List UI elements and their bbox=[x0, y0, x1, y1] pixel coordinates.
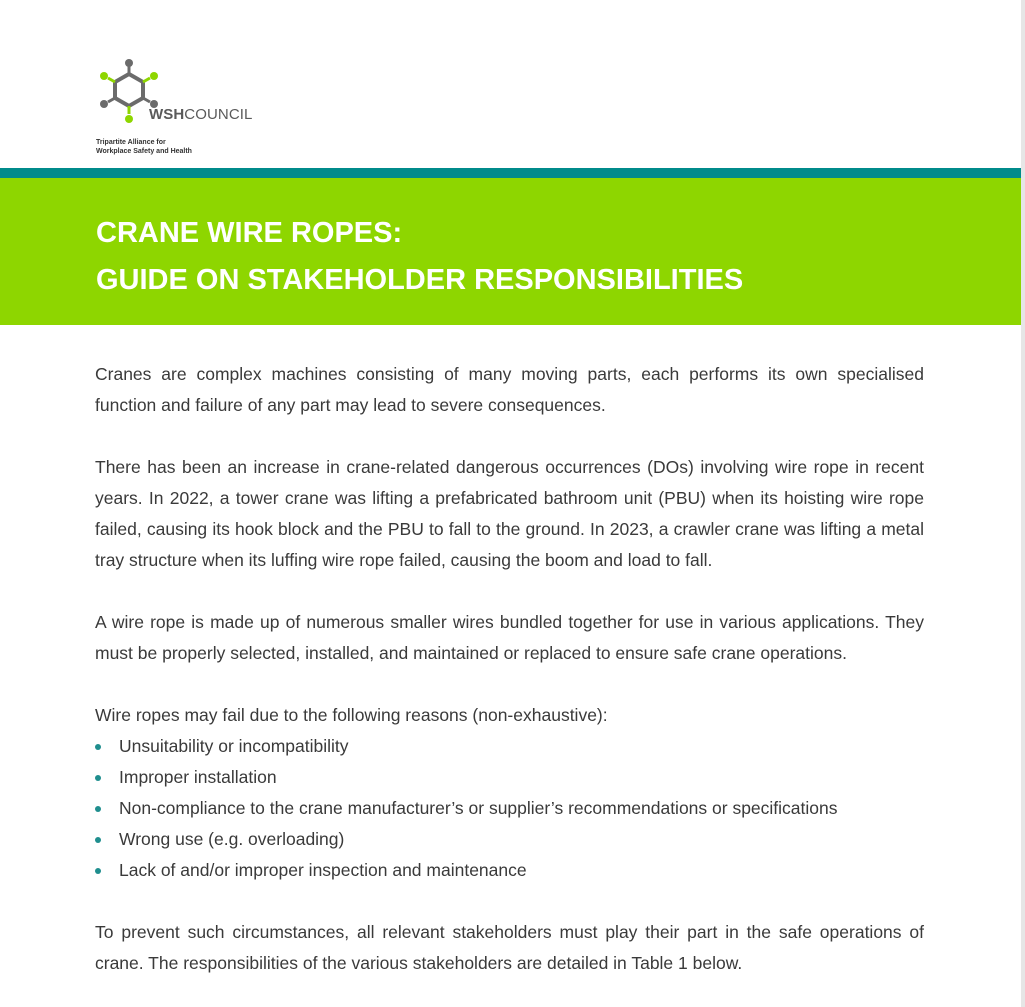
header-accent-bar bbox=[0, 168, 1021, 178]
paragraph-wire-rope: A wire rope is made up of numerous smaller wires bundled together for use in various applications. They must be properly selected, installed, and maintained or replaced to ensure safe crane operations. bbox=[95, 612, 924, 663]
document-body bbox=[95, 359, 924, 979]
list-item: Wrong use (e.g. overloading) bbox=[95, 824, 924, 855]
page-title-line2: GUIDE ON STAKEHOLDER RESPONSIBILITIES bbox=[96, 264, 744, 296]
logo-wordmark bbox=[149, 106, 253, 123]
paragraph-incidents: There has been an increase in crane-related dangerous occurrences (DOs) involving wire rope in recent years. In 2022, a tower crane was lifting a prefabricated bathroom unit (PBU) when its hoisting wire rope failed, causing its hook block and the PBU to fall to the ground. In 2023, a crawler crane was lifting a metal tray structure when its luffing wire rope failed, causing the boom and load to fall. bbox=[95, 457, 924, 570]
list-item: Lack of and/or improper inspection and maintenance bbox=[95, 855, 924, 886]
logo-wordmark-regular: COUNCIL bbox=[184, 106, 253, 123]
paragraph-stakeholders: To prevent such circumstances, all relevant stakeholders must play their part in the safe operations of crane. The responsibilities of the various stakeholders are detailed in Table 1 below. bbox=[95, 922, 924, 973]
wsh-council-logo bbox=[94, 58, 294, 168]
list-item: Non-compliance to the crane manufacturer’s or supplier’s recommendations or specifications bbox=[95, 793, 924, 824]
list-item: Improper installation bbox=[95, 762, 924, 793]
list-intro: Wire ropes may fail due to the following reasons (non-exhaustive): bbox=[95, 705, 608, 725]
failure-reasons-list bbox=[95, 731, 924, 886]
paragraph-intro: Cranes are complex machines consisting of many moving parts, each performs its own specialised function and failure of any part may lead to severe consequences. bbox=[95, 364, 924, 415]
logo-tagline bbox=[96, 138, 192, 156]
page-title bbox=[96, 210, 743, 304]
list-item: Unsuitability or incompatibility bbox=[95, 731, 924, 762]
logo-tagline-line1: Tripartite Alliance for bbox=[96, 139, 166, 146]
logo-wordmark-bold: WSH bbox=[149, 106, 185, 123]
page-title-line1: CRANE WIRE ROPES: bbox=[96, 217, 403, 249]
logo-tagline-line2: Workplace Safety and Health bbox=[96, 148, 192, 155]
page-edge bbox=[1021, 0, 1025, 1007]
